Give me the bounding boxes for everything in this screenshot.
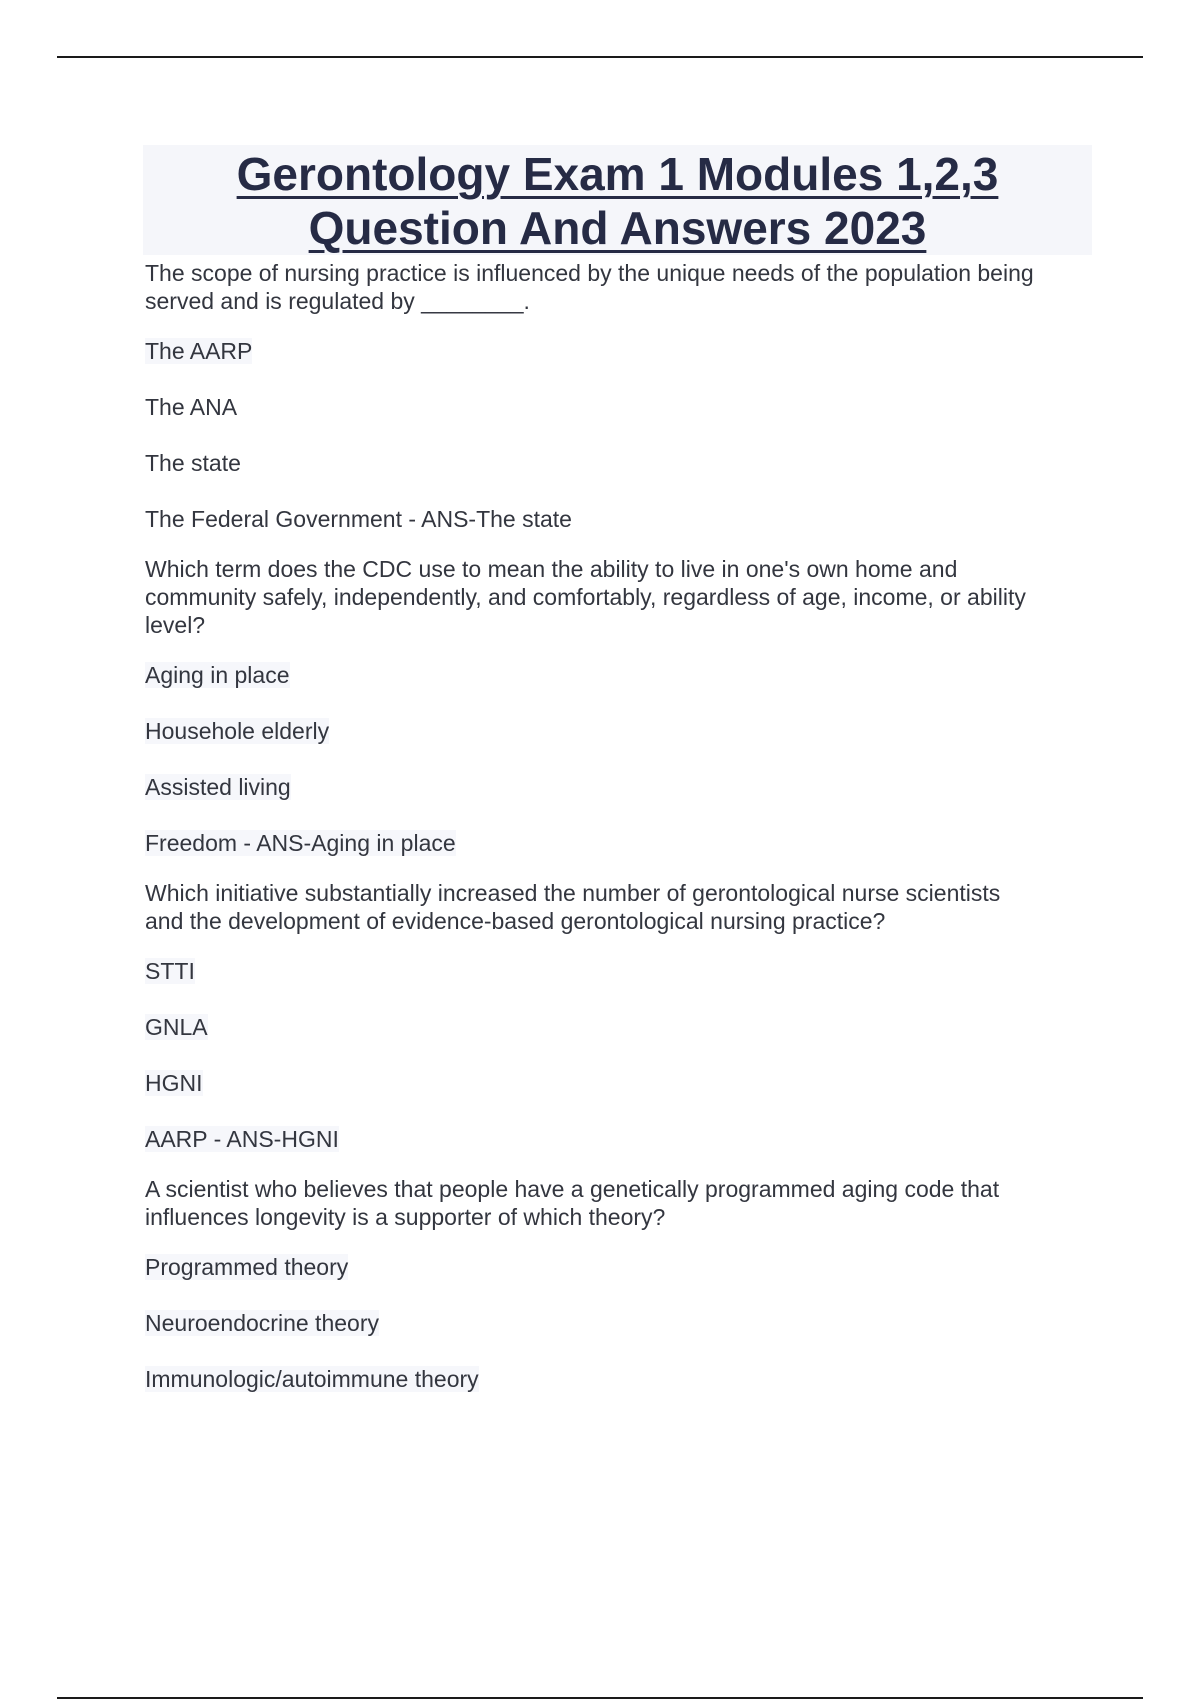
answer-option: Househole elderly [145,718,330,744]
question-line: influences longevity is a supporter of which theory? [145,1204,666,1230]
question-text [145,1175,1090,1231]
answer-option: Aging in place [145,662,290,688]
top-rule [57,56,1143,58]
answer-option: Neuroendocrine theory [145,1310,379,1336]
question-line: community safely, independently, and comfortably, regardless of age, income, or ability [145,584,1026,610]
bottom-rule [57,1697,1143,1699]
question-text [145,555,1090,639]
answer-option: The ANA [145,394,238,420]
answer-with-key: AARP - ANS-HGNI [145,1126,339,1152]
question-text [145,879,1090,935]
question-line: A scientist who believes that people have a genetically programmed aging code that [145,1176,1000,1202]
question-text [145,259,1090,315]
answer-with-key: The Federal Government - ANS-The state [145,506,572,532]
qa-item-2 [145,555,1090,857]
answer-option: Programmed theory [145,1254,349,1280]
question-line: served and is regulated by ________. [145,288,530,314]
qa-item-1 [145,259,1090,533]
answer-with-key: Freedom - ANS-Aging in place [145,830,456,856]
answer-option: GNLA [145,1014,208,1040]
document-body [145,145,1090,1421]
question-line: The scope of nursing practice is influenced by the unique needs of the population being [145,260,1034,286]
answer-option: Immunologic/autoimmune theory [145,1366,479,1392]
question-line: Which initiative substantially increased the number of gerontological nurse scientists [145,880,1001,906]
title-line-2: Question And Answers 2023 [308,202,927,254]
document-title [143,145,1092,255]
answer-option: The state [145,450,241,476]
qa-item-3 [145,879,1090,1153]
qa-item-4 [145,1175,1090,1393]
answer-option: Assisted living [145,774,291,800]
answer-option: STTI [145,958,195,984]
title-line-1: Gerontology Exam 1 Modules 1,2,3 [236,148,999,200]
question-line: and the development of evidence-based gerontological nursing practice? [145,908,886,934]
question-line: Which term does the CDC use to mean the ability to live in one's own home and [145,556,958,582]
answer-option: HGNI [145,1070,203,1096]
question-line: level? [145,612,206,638]
answer-option: The AARP [145,338,253,364]
